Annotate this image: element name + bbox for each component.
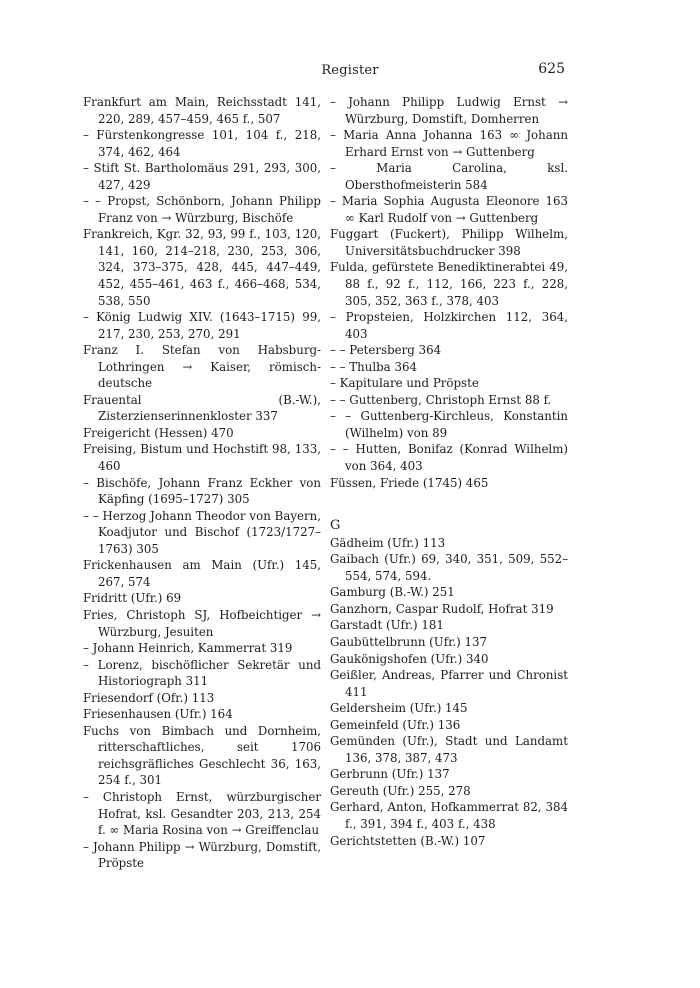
index-entry: Frickenhausen am Main (Ufr.) 145, 267, 574: [83, 558, 321, 589]
index-entry: – König Ludwig XIV. (1643–1715) 99, 217, 230, 253, 270, 291: [83, 310, 321, 341]
index-entry: Gerhard, Anton, Hofkammerrat 82, 384 f., 391, 394 f., 403 f., 438: [330, 800, 568, 831]
index-entry: – Johann Heinrich, Kammerrat 319: [83, 641, 293, 656]
index-entry: Geißler, Andreas, Pfarrer und Chronist 411: [330, 668, 568, 699]
index-entry: – Maria Anna Johanna 163 ∞ Johann Erhard Ernst von → Guttenberg: [330, 128, 568, 159]
index-entry: – – Petersberg 364: [330, 343, 442, 358]
index-entry: Gädheim (Ufr.) 113: [330, 535, 446, 550]
index-entry: – Lorenz, bischöflicher Sekretär und Historiograph 311: [83, 657, 321, 689]
index-entry: Gerbrunn (Ufr.) 137: [330, 767, 450, 782]
index-entry: – Johann Philipp → Würzburg, Domstift, Pröpste: [83, 839, 321, 871]
index-entry: – Christoph Ernst, würzburgischer Hofrat, ksl. Gesandter 203, 213, 254 f. ∞ Maria Rosina von → Greiffenclau: [83, 789, 321, 838]
index-entry: – Bischöfe, Johann Franz Eckher von Käpfing (1695–1727) 305: [83, 475, 321, 507]
index-entry: – Johann Philipp Ludwig Ernst → Würzburg, Domstift, Domherren: [330, 95, 568, 126]
index-entry: Fridritt (Ufr.) 69: [83, 591, 182, 606]
index-entry: Gaukönigshofen (Ufr.) 340: [330, 651, 489, 666]
index-entry: Gamburg (B.-W.) 251: [330, 585, 455, 600]
index-entry: Ganzhorn, Caspar Rudolf, Hofrat 319: [330, 601, 554, 616]
index-entry: – – Guttenberg, Christoph Ernst 88 f.: [330, 392, 552, 407]
index-entry: Fulda, gefürstete Benediktinerabtei 49, 88 f., 92 f., 112, 166, 223 f., 228, 305, 352, 363 f., 378, 403: [330, 260, 568, 308]
index-entry: – – Guttenberg-Kirchleus, Konstantin (Wilhelm) von 89: [330, 409, 568, 440]
index-column-left: [83, 94, 321, 872]
index-entry: – Maria Carolina, ksl. Obersthofmeisterin 584: [330, 161, 568, 192]
index-entry: Frankreich, Kgr. 32, 93, 99 f., 103, 120, 141, 160, 214–218, 230, 253, 306, 324, 373–375, 428, 445, 447–449, 452, 455–461, 463 f., 466–468, 534, 538, 550: [83, 227, 321, 308]
index-entry: Friesendorf (Ofr.) 113: [83, 690, 215, 705]
index-entry: Fries, Christoph SJ, Hofbeichtiger → Würzburg, Jesuiten: [83, 607, 321, 639]
index-entry: Gemünden (Ufr.), Stadt und Landamt 136, 378, 387, 473: [330, 734, 568, 765]
index-entry: – – Thulba 364: [330, 359, 417, 374]
index-entry: Gerichtstetten (B.-W.) 107: [330, 833, 486, 848]
index-entry: Fuggart (Fuckert), Philipp Wilhelm, Universitätsbuchdrucker 398: [330, 227, 568, 258]
index-entry: – Fürstenkongresse 101, 104 f., 218, 374, 462, 464: [83, 128, 321, 159]
index-entry: Frauental (B.-W.), Zisterzienserinnenkloster 337: [83, 392, 321, 424]
index-entry: – Kapitulare und Pröpste: [330, 376, 479, 391]
index-entry: Freigericht (Hessen) 470: [83, 425, 234, 440]
section-letter-heading: G: [330, 518, 341, 534]
index-entry: Füssen, Friede (1745) 465: [330, 475, 489, 490]
index-entry: – – Propst, Schönborn, Johann Philipp Franz von → Würzburg, Bischöfe: [83, 194, 321, 225]
index-column-right: [330, 94, 568, 849]
index-entry: Gemeinfeld (Ufr.) 136: [330, 717, 461, 732]
index-entry: Frankfurt am Main, Reichsstadt 141, 220, 289, 457–459, 465 f., 507: [83, 95, 321, 126]
index-entry: Gaubüttelbrunn (Ufr.) 137: [330, 634, 488, 649]
index-entry: Friesenhausen (Ufr.) 164: [83, 707, 233, 722]
page-number: 625: [538, 61, 565, 77]
index-entry: Garstadt (Ufr.) 181: [330, 618, 444, 633]
index-entry: – – Hutten, Bonifaz (Konrad Wilhelm) von 364, 403: [330, 442, 568, 474]
header-title: Register: [321, 63, 379, 78]
index-entry: – Stift St. Bartholomäus 291, 293, 300, 427, 429: [83, 161, 321, 192]
index-entry: Gereuth (Ufr.) 255, 278: [330, 783, 471, 798]
index-entry: Gaibach (Ufr.) 69, 340, 351, 509, 552–554, 574, 594.: [330, 552, 568, 583]
index-entry: Franz I. Stefan von Habsburg-Lothringen → Kaiser, römisch-deutsche: [83, 343, 321, 391]
index-entry: – Propsteien, Holzkirchen 112, 364, 403: [330, 310, 568, 341]
index-entry: Geldersheim (Ufr.) 145: [330, 701, 468, 716]
index-entry: Fuchs von Bimbach und Dornheim, ritterschaftliches, seit 1706 reichsgräfliches Geschlecht 36, 163, 254 f., 301: [83, 723, 321, 788]
index-entry: Freising, Bistum und Hochstift 98, 133, 460: [83, 442, 321, 474]
index-entry: – Maria Sophia Augusta Eleonore 163 ∞ Karl Rudolf von → Guttenberg: [330, 194, 568, 225]
index-entry: – – Herzog Johann Theodor von Bayern, Koadjutor und Bischof (1723/1727–1763) 305: [83, 508, 321, 556]
